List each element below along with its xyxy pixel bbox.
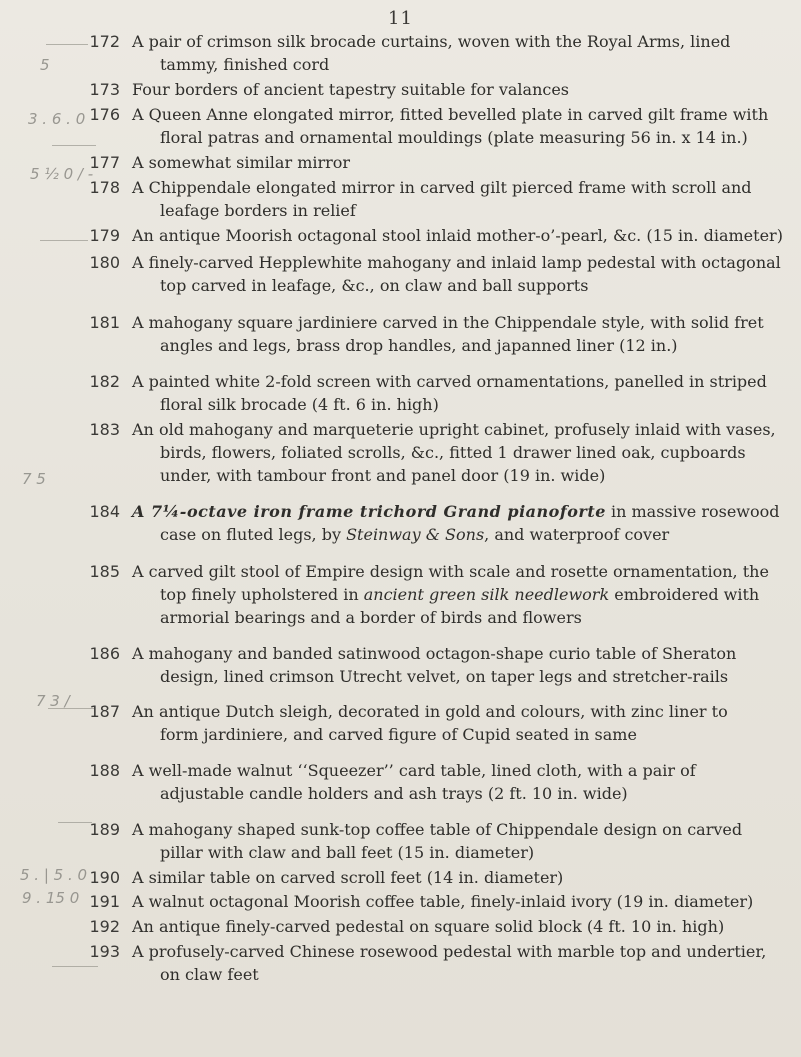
- lot-line: leafage borders in relief: [160, 201, 356, 220]
- lot-number: 173: [89, 80, 120, 99]
- lot-number: 186: [89, 644, 120, 663]
- lot-number: 187: [89, 702, 120, 721]
- lot-line: A mahogany square jardiniere carved in the Chippendale style, with solid fret: [132, 313, 764, 332]
- lot-description: [132, 759, 792, 805]
- page-number: 11: [388, 8, 413, 29]
- lot-line: A Chippendale elongated mirror in carved gilt pierced frame with scroll and: [132, 178, 752, 197]
- margin-annotation: 5 . | 5 . 0: [20, 866, 88, 884]
- lot-line: A profusely-carved Chinese rosewood pedestal with marble top and undertier,: [132, 942, 767, 961]
- lot-number: 179: [89, 226, 120, 245]
- lot-line: A mahogany shaped sunk-top coffee table of Chippendale design on carved: [132, 820, 743, 839]
- lot-description: [132, 224, 792, 247]
- lot-line: under, with tambour front and panel door (19 in. wide): [160, 466, 606, 485]
- lot-line: tammy, finished cord: [160, 55, 330, 74]
- lot-line: An old mahogany and marqueterie upright cabinet, profusely inlaid with vases,: [132, 420, 776, 439]
- margin-annotation: 5 ½ 0 / -: [30, 165, 94, 183]
- lot-number: 192: [89, 917, 120, 936]
- lot-number: 184: [89, 502, 120, 521]
- margin-annotation: 7 3 /: [36, 692, 70, 710]
- lot-line: form jardiniere, and carved figure of Cupid seated in same: [160, 725, 637, 744]
- lot-number: 176: [89, 105, 120, 124]
- lot-description: [132, 642, 792, 688]
- lot-line: in massive rosewood: [605, 502, 780, 521]
- lot-description: [132, 78, 792, 101]
- lot-number: 180: [89, 253, 120, 272]
- lot-number: 182: [89, 372, 120, 391]
- lot-description: [132, 418, 792, 487]
- lot-line: A walnut octagonal Moorish coffee table, finely-inlaid ivory (19 in. diameter): [132, 892, 754, 911]
- lot-line: A similar table on carved scroll feet (14 in. diameter): [132, 868, 564, 887]
- lot-line: design, lined crimson Utrecht velvet, on taper legs and stretcher-rails: [160, 667, 729, 686]
- lot-line: angles and legs, brass drop handles, and japanned liner (12 in.): [160, 336, 678, 355]
- margin-annotation: 7 5: [22, 470, 46, 488]
- lot-description: [132, 940, 792, 986]
- lot-line: top finely upholstered in: [160, 585, 364, 604]
- lot-line: A pair of crimson silk brocade curtains, woven with the Royal Arms, lined: [132, 32, 731, 51]
- lot-description: [132, 30, 792, 76]
- lot-line: An antique finely-carved pedestal on square solid block (4 ft. 10 in. high): [132, 917, 725, 936]
- lot-maker: Steinway & Sons: [346, 525, 485, 544]
- lot-italic-phrase: ancient green silk needlework: [363, 585, 610, 604]
- lot-line: A Queen Anne elongated mirror, fitted bevelled plate in carved gilt frame with: [132, 105, 769, 124]
- margin-annotation: 9 . 15 0: [22, 889, 80, 907]
- lot-line: top carved in leafage, &c., on claw and ball supports: [160, 276, 589, 295]
- lot-lead-title: A 7¼-octave iron frame trichord Grand pianoforte: [132, 502, 606, 521]
- lot-number: 191: [89, 892, 120, 911]
- lot-description: [132, 251, 792, 297]
- lot-line: A well-made walnut ‘‘Squeezer’’ card table, lined cloth, with a pair of: [132, 761, 696, 780]
- lot-description: [132, 311, 792, 357]
- lot-line: A somewhat similar mirror: [132, 153, 351, 172]
- lot-number: 181: [89, 313, 120, 332]
- lot-number: 193: [89, 942, 120, 961]
- lot-number: 177: [89, 153, 120, 172]
- margin-annotation: 5: [40, 56, 50, 74]
- lot-line: A carved gilt stool of Empire design with scale and rosette ornamentation, the: [132, 562, 769, 581]
- lot-line: An antique Dutch sleigh, decorated in gold and colours, with zinc liner to: [132, 702, 728, 721]
- lot-number: 185: [89, 562, 120, 581]
- lot-description: [132, 370, 792, 416]
- lot-description: [132, 890, 792, 913]
- lot-description: [132, 103, 792, 149]
- lot-line: A finely-carved Hepplewhite mahogany and inlaid lamp pedestal with octagonal: [132, 253, 781, 272]
- lot-line: floral patras and ornamental mouldings (plate measuring 56 in. x 14 in.): [160, 128, 748, 147]
- lot-description: [132, 151, 792, 174]
- lot-line: A mahogany and banded satinwood octagon-shape curio table of Sheraton: [132, 644, 737, 663]
- pencil-mark: [52, 145, 96, 146]
- lot-line: adjustable candle holders and ash trays (2 ft. 10 in. wide): [160, 784, 628, 803]
- lot-line: embroidered with: [609, 585, 760, 604]
- lot-description: [132, 915, 792, 938]
- lot-number: 189: [89, 820, 120, 839]
- lot-number: 172: [89, 32, 120, 51]
- pencil-mark: [52, 966, 98, 967]
- lot-line: birds, flowers, foliated scrolls, &c., fitted 1 drawer lined oak, cupboards: [160, 443, 746, 462]
- lot-description: [132, 500, 792, 546]
- margin-annotation: 3 . 6 . 0: [28, 110, 86, 128]
- lot-line: A painted white 2-fold screen with carved ornamentations, panelled in striped: [132, 372, 767, 391]
- lot-description: [132, 818, 792, 864]
- lot-line: floral silk brocade (4 ft. 6 in. high): [160, 395, 439, 414]
- lot-line: on claw feet: [160, 965, 259, 984]
- lot-number: 188: [89, 761, 120, 780]
- lot-description: [132, 176, 792, 222]
- lot-line: , and waterproof cover: [484, 525, 670, 544]
- lot-line: An antique Moorish octagonal stool inlaid mother-o’-pearl, &c. (15 in. diameter): [132, 226, 783, 245]
- lot-line: pillar with claw and ball feet (15 in. diameter): [160, 843, 535, 862]
- lot-description: [132, 866, 792, 889]
- lot-line: armorial bearings and a border of birds and flowers: [160, 608, 582, 627]
- lot-number: 190: [89, 868, 120, 887]
- lot-number: 178: [89, 178, 120, 197]
- lot-description: [132, 560, 792, 629]
- lot-line: Four borders of ancient tapestry suitable for valances: [132, 80, 570, 99]
- lot-line: case on fluted legs, by: [160, 525, 347, 544]
- lot-number: 183: [89, 420, 120, 439]
- lot-description: [132, 700, 792, 746]
